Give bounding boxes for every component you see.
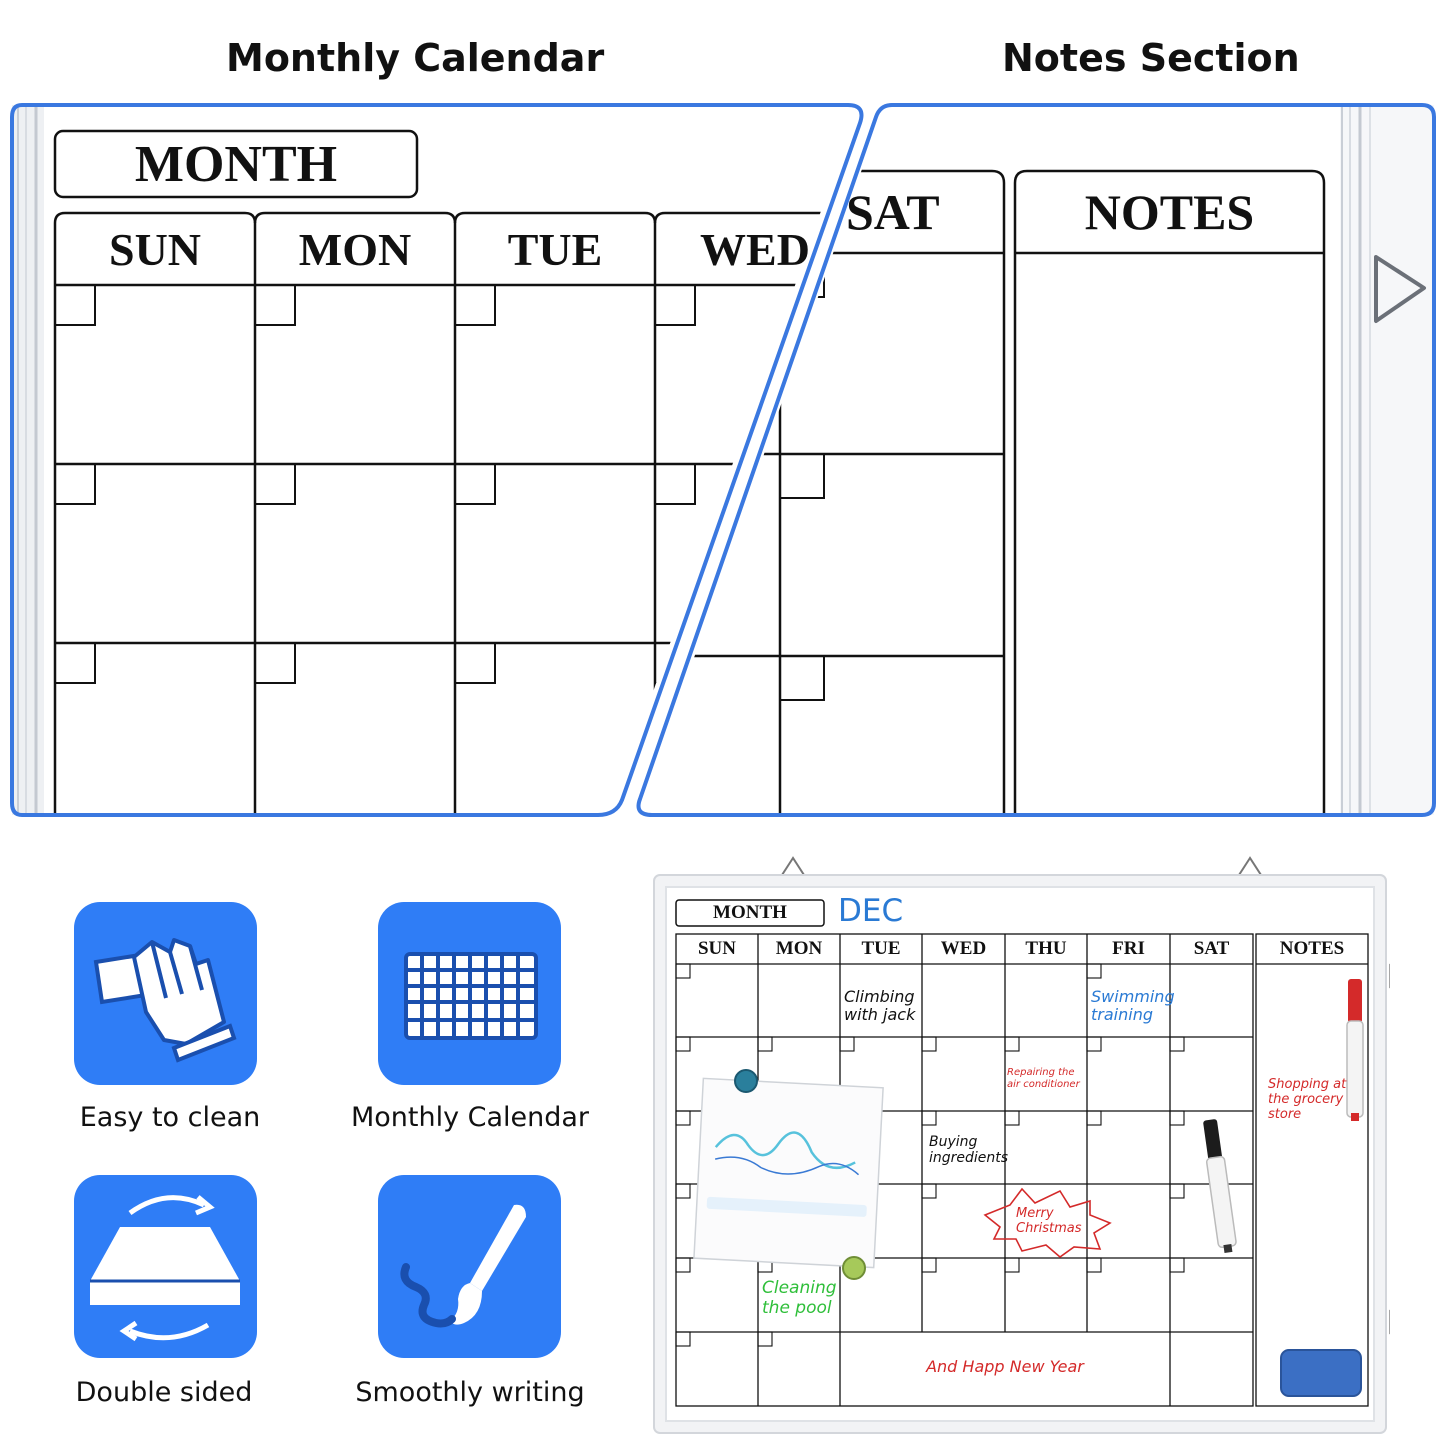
zoom-month-label: MONTH xyxy=(134,136,338,193)
wb-day-mon: MON xyxy=(775,938,823,959)
entry-new-year: And Happ New Year xyxy=(926,1357,1084,1376)
monthly-calendar-heading: Monthly Calendar xyxy=(226,36,605,80)
wb-month-label: MONTH xyxy=(713,902,787,923)
entry-pool: Cleaning the pool xyxy=(762,1278,837,1318)
flip-board-icon xyxy=(74,1175,257,1358)
wb-day-sat: SAT xyxy=(1193,938,1230,959)
zoom-day-mon: MON xyxy=(298,224,412,275)
zoom-day-sun: SUN xyxy=(108,224,202,275)
feature-easy-to-clean-label: Easy to clean xyxy=(79,1102,261,1133)
wb-day-thu: THU xyxy=(1025,938,1067,959)
feature-double-sided-tile xyxy=(74,1175,257,1358)
wb-month-value: DEC xyxy=(838,893,904,929)
wb-day-wed: WED xyxy=(940,938,987,959)
whiteboard xyxy=(650,855,1390,1435)
zoom-day-wed: WED xyxy=(700,224,810,275)
feature-monthly-calendar-tile xyxy=(378,902,561,1085)
eraser-icon xyxy=(1281,1350,1361,1396)
hand-wipe-icon xyxy=(74,902,257,1085)
feature-easy-to-clean-tile xyxy=(74,902,257,1085)
feature-smoothly-writing-tile xyxy=(378,1175,561,1358)
zoom-day-tue: TUE xyxy=(507,224,603,275)
entry-swimming: Swimming training xyxy=(1091,987,1175,1025)
wb-day-fri: FRI xyxy=(1112,938,1145,959)
feature-smoothly-writing-label: Smoothly writing xyxy=(355,1377,585,1408)
calendar-grid-icon xyxy=(378,902,561,1085)
feature-monthly-calendar-label: Monthly Calendar xyxy=(350,1102,590,1133)
entry-shopping: Shopping at the grocery store xyxy=(1268,1077,1347,1122)
magnet-blue-icon xyxy=(735,1070,757,1092)
entry-christmas: Merry Christmas xyxy=(1016,1206,1082,1236)
notes-section-heading: Notes Section xyxy=(1002,36,1300,80)
wb-notes-label: NOTES xyxy=(1279,938,1345,959)
sticky-note xyxy=(694,1078,883,1267)
top-hanger-left-icon xyxy=(782,858,804,875)
magnet-green-icon xyxy=(843,1257,865,1279)
paintbrush-icon xyxy=(378,1175,561,1358)
zoom-day-sat: SAT xyxy=(846,184,940,240)
entry-climbing: Climbing with jack xyxy=(844,987,916,1025)
top-hanger-right-icon xyxy=(1239,858,1261,875)
wb-day-tue: TUE xyxy=(861,938,901,959)
entry-buying: Buying ingredients xyxy=(929,1134,1009,1167)
entry-repair: Repairing the air conditioner xyxy=(1007,1067,1080,1090)
feature-double-sided-label: Double sided xyxy=(75,1377,253,1408)
wb-day-sun: SUN xyxy=(697,938,736,959)
zoom-notes-label: NOTES xyxy=(1084,184,1255,240)
